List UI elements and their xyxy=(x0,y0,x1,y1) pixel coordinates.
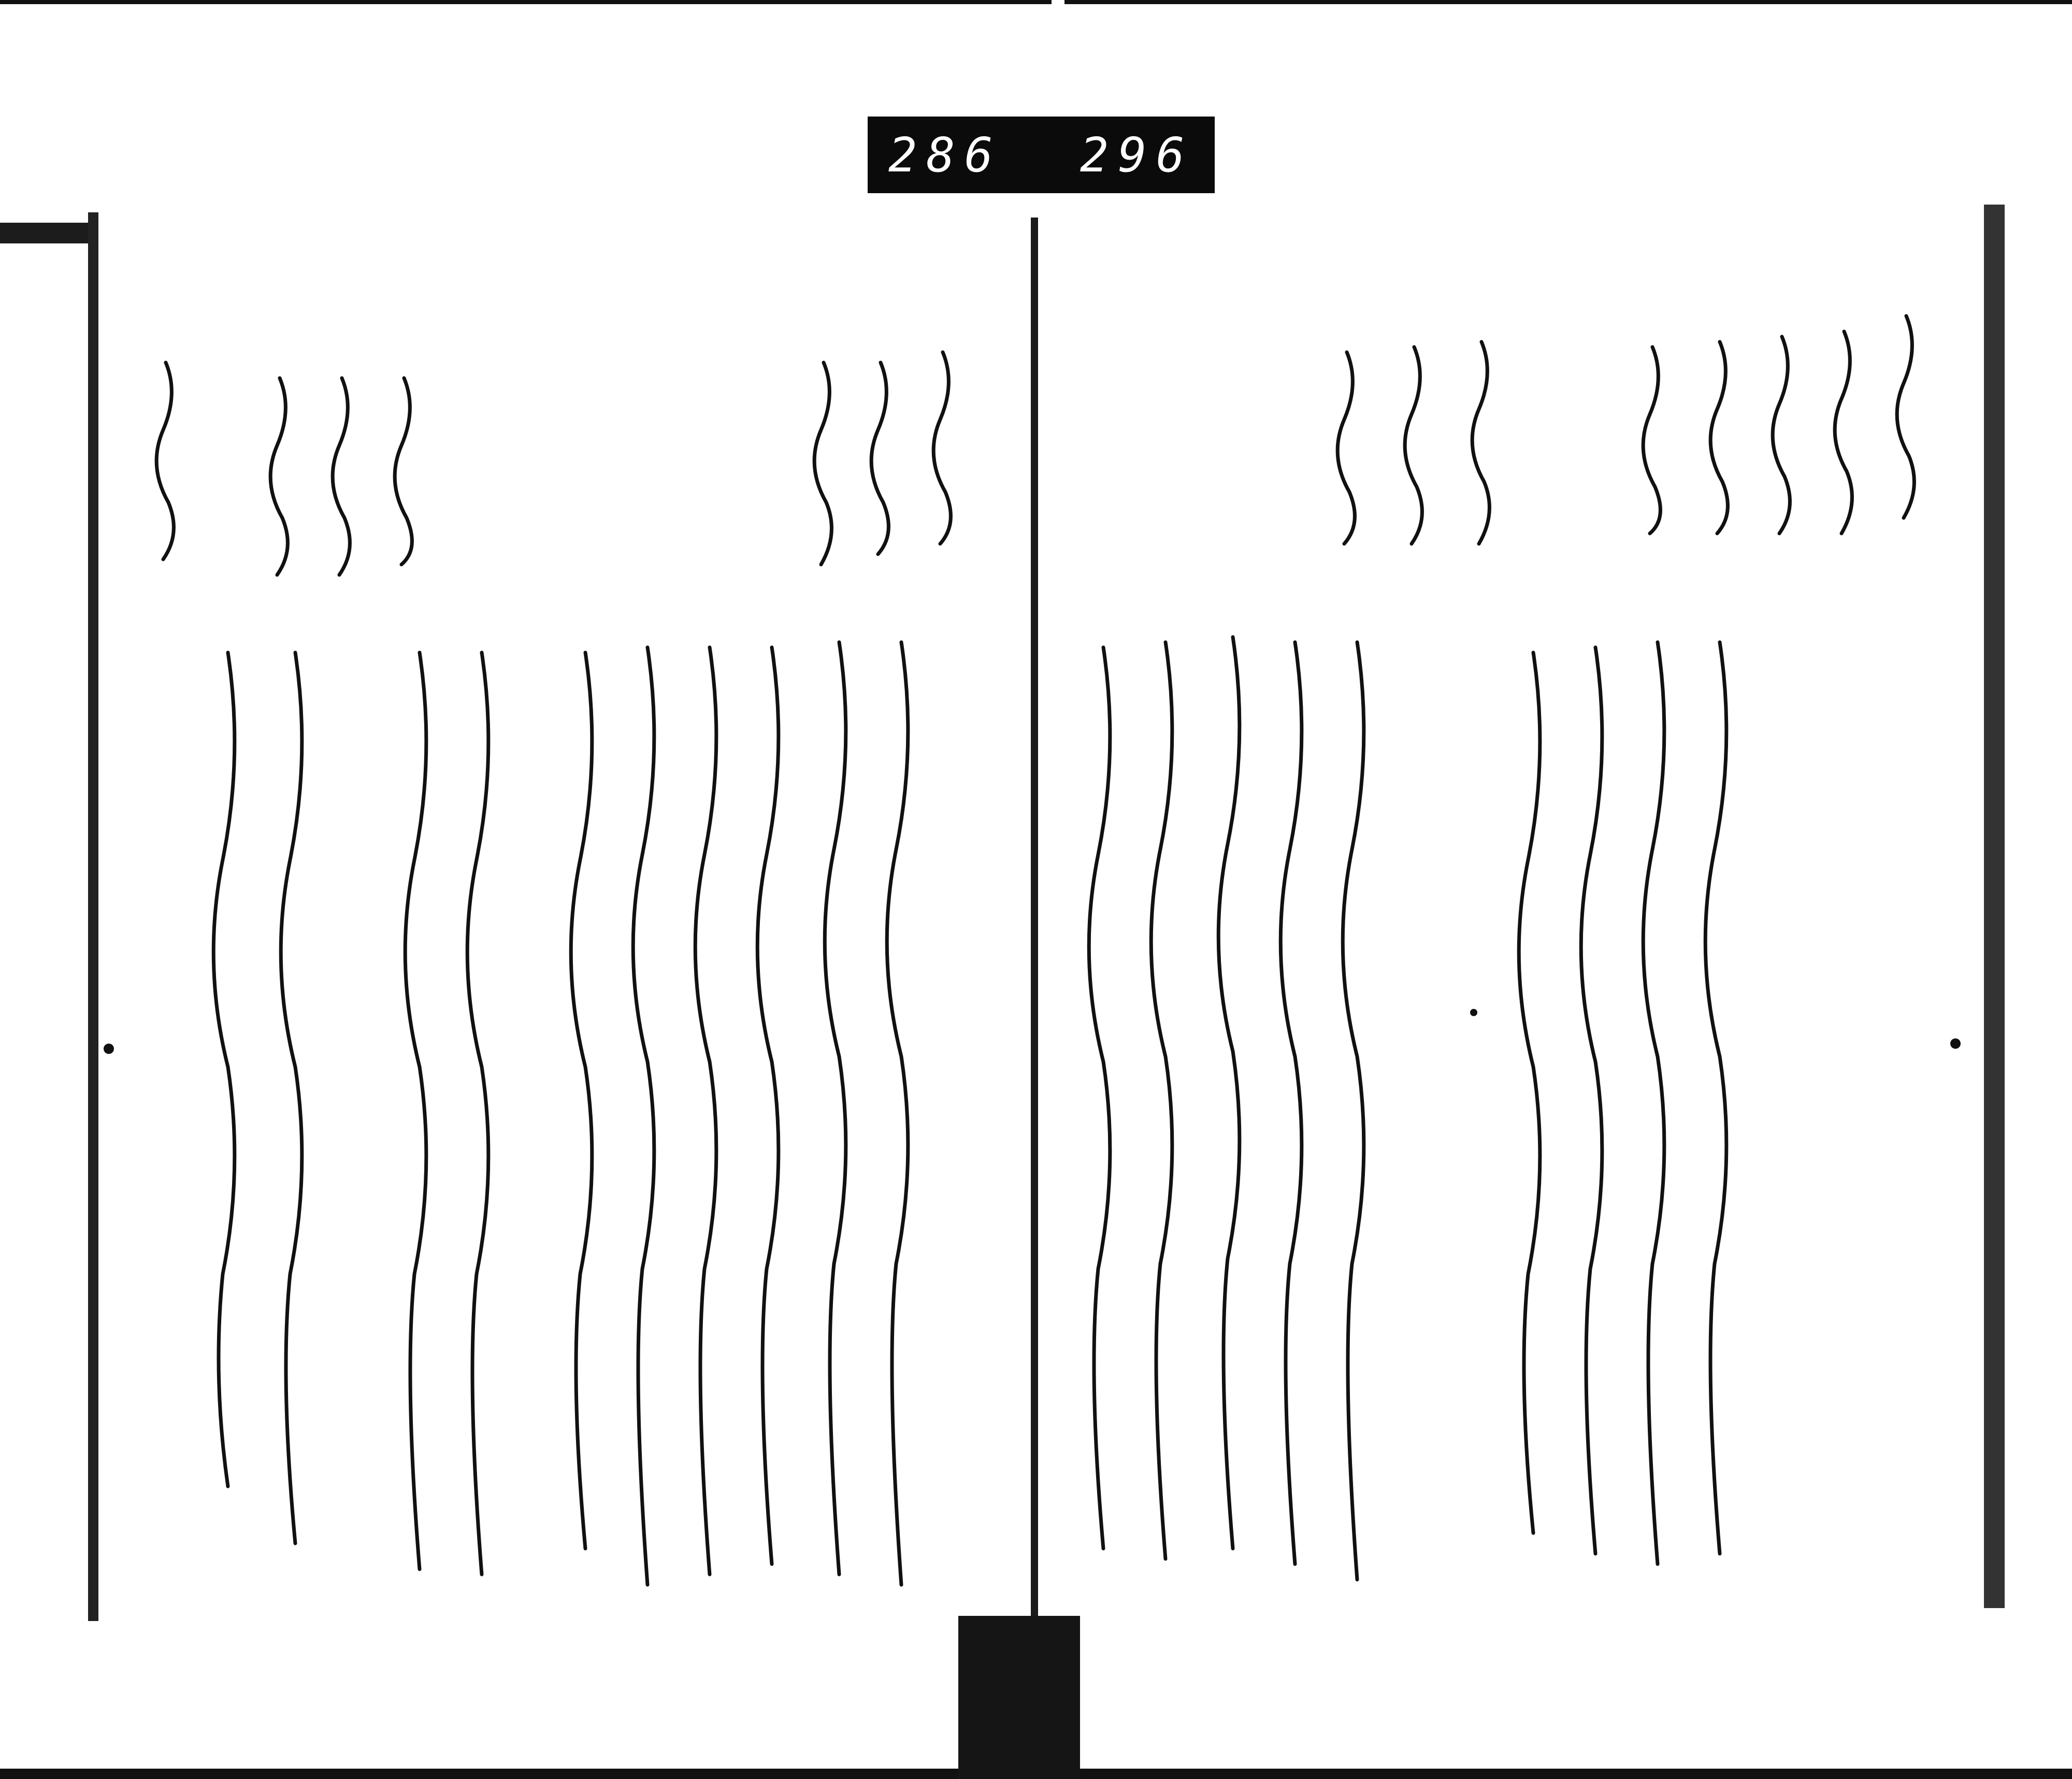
handwritten-poem xyxy=(1705,642,1726,1554)
ink-dot xyxy=(1470,1009,1477,1016)
handwritten-poem xyxy=(1581,647,1602,1554)
handwritten-poem xyxy=(757,647,779,1564)
handwritten-poem xyxy=(825,642,846,1574)
handwritten-poem xyxy=(571,653,592,1549)
handwritten-title xyxy=(1897,316,1914,518)
handwritten-title xyxy=(814,363,831,565)
handwritten-title xyxy=(333,378,350,575)
handwritten-poem xyxy=(1519,653,1540,1533)
handwritten-title xyxy=(270,378,287,575)
handwritten-poem xyxy=(1089,647,1110,1549)
frame-number-right: 296 xyxy=(1080,127,1194,183)
handwritten-poem xyxy=(467,653,488,1574)
handwritten-title xyxy=(1835,331,1852,533)
handwritten-poem xyxy=(1643,642,1664,1564)
handwritten-title xyxy=(395,378,412,565)
handwritten-poem xyxy=(887,642,908,1585)
handwritten-title xyxy=(871,363,888,554)
handwritten-poem xyxy=(695,647,716,1574)
handwritten-poem xyxy=(1343,642,1364,1580)
frame-number-left: 286 xyxy=(888,127,1003,183)
handwritten-poem xyxy=(1151,642,1172,1559)
handwritten-title xyxy=(1472,342,1489,544)
handwritten-poem xyxy=(1280,642,1302,1564)
handwritten-poem xyxy=(405,653,426,1569)
handwritten-title xyxy=(1710,342,1728,533)
handwritten-title xyxy=(933,352,951,544)
handwritten-title xyxy=(1405,347,1422,544)
ink-dot xyxy=(104,1044,114,1054)
handwritten-title xyxy=(1337,352,1355,544)
handwritten-poem xyxy=(213,653,235,1486)
handwritten-poem xyxy=(281,653,302,1543)
handwritten-title xyxy=(156,363,174,559)
handwritten-poem xyxy=(1218,637,1240,1549)
handwritten-title xyxy=(1643,347,1660,533)
handwritten-poem xyxy=(633,647,654,1585)
handwritten-title xyxy=(1773,337,1790,533)
ink-dot xyxy=(1950,1038,1961,1049)
